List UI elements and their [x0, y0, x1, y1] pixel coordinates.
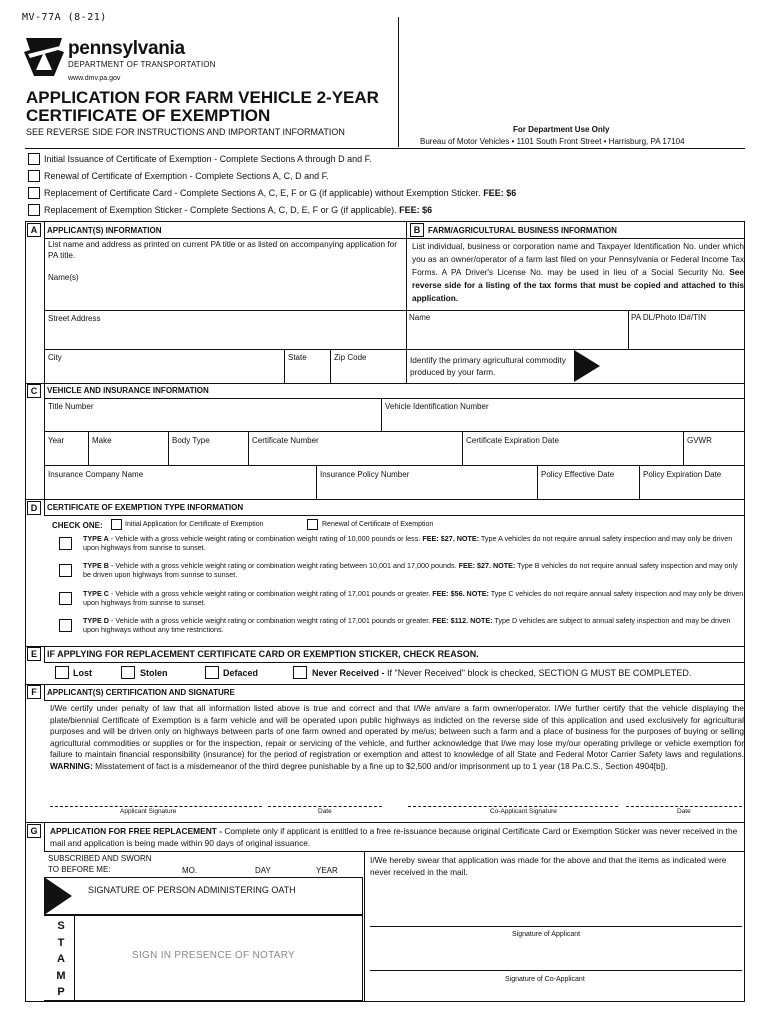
purpose-initial-checkbox[interactable] — [28, 153, 40, 165]
names-label: Name(s) — [48, 273, 79, 282]
swear-text: I/We hereby swear that application was made for the above and that the items as indicated were never received in the mail. — [370, 855, 727, 877]
mo-label: MO. — [182, 866, 198, 875]
brand-url: www.dmv.pa.gov — [68, 75, 121, 82]
check-one-label: CHECK ONE: — [52, 521, 103, 530]
title-line1: APPLICATION FOR FARM VEHICLE 2-YEAR — [26, 88, 379, 107]
applicant-signature-field[interactable] — [50, 806, 262, 807]
policy-number-label: Insurance Policy Number — [320, 470, 410, 479]
sworn-line2: TO BEFORE ME: — [48, 865, 111, 874]
section-a-title: APPLICANT(S) INFORMATION — [47, 226, 162, 235]
section-b-title: FARM/AGRICULTURAL BUSINESS INFORMATION — [428, 226, 617, 235]
ins-company-field[interactable] — [48, 480, 314, 498]
b-dl-field[interactable] — [631, 323, 743, 348]
sig-applicant-label: Signature of Applicant — [512, 931, 581, 938]
co-applicant-signature-field[interactable] — [408, 806, 618, 807]
defaced-label: Defaced — [223, 668, 259, 678]
commodity-label: Identify the primary agricultural commodity produced by your farm. — [410, 355, 566, 377]
sig-applicant-field[interactable] — [370, 926, 742, 927]
section-e-title: IF APPLYING FOR REPLACEMENT CERTIFICATE CARD OR EXEMPTION STICKER, CHECK REASON. — [47, 649, 479, 659]
section-g-letter: G — [27, 824, 41, 838]
section-f-letter: F — [27, 685, 41, 699]
date1-label: Date — [318, 808, 332, 815]
type-c-checkbox[interactable] — [59, 592, 72, 605]
cert-exp-label: Certificate Expiration Date — [466, 436, 559, 445]
applicant-signature-label: Applicant Signature — [120, 808, 177, 815]
street-label: Street Address — [48, 314, 101, 323]
cert-number-field[interactable] — [252, 446, 460, 464]
section-a-letter: A — [27, 223, 41, 237]
type-a-checkbox[interactable] — [59, 537, 72, 550]
section-b-instructions: List individual, business or corporation name and Taxpayer Identification No. under which you as an owner/operator of a farm last filed on your Pennsylvania or Federal Income Tax Forms. A PA Driver's License No. may be used in lieu of a Social Security No. See reverse side for a listing of the tax forms that must be copied and attached to this application. — [412, 241, 744, 303]
b-dl-label: PA DL/Photo ID#/TIN — [631, 313, 706, 322]
arrow-right-icon — [574, 350, 602, 383]
header-rule — [25, 148, 745, 149]
defaced-checkbox[interactable] — [205, 666, 219, 679]
policy-eff-field[interactable] — [541, 480, 637, 498]
section-c-letter: C — [27, 384, 41, 398]
oath-signature-field[interactable] — [160, 896, 360, 912]
sworn-line1: SUBSCRIBED AND SWORN — [48, 854, 152, 863]
cert-exp-field[interactable] — [466, 446, 680, 464]
notary-label: SIGN IN PRESENCE OF NOTARY — [132, 950, 296, 961]
lost-label: Lost — [73, 668, 92, 678]
city-field[interactable] — [48, 362, 282, 382]
make-label: Make — [92, 436, 112, 445]
purpose-replace-card-label: Replacement of Certificate Card - Complete Sections A, C, E, F or G (if applicable) without Exemption Sticker. FEE: $6 — [44, 188, 517, 198]
zip-field[interactable] — [334, 362, 404, 382]
policy-eff-label: Policy Effective Date — [541, 470, 615, 479]
stolen-checkbox[interactable] — [121, 666, 135, 679]
title-sub: SEE REVERSE SIDE FOR INSTRUCTIONS AND IMPORTANT INFORMATION — [26, 127, 345, 137]
state-field[interactable] — [288, 362, 328, 382]
stolen-label: Stolen — [140, 668, 168, 678]
header-divider — [398, 17, 399, 147]
year-label: Year — [48, 436, 65, 445]
title-number-label: Title Number — [48, 402, 94, 411]
title-line2: CERTIFICATE OF EXEMPTION — [26, 106, 271, 125]
stamp-letters: S T A M P — [56, 920, 66, 998]
dept-use-address: Bureau of Motor Vehicles • 1101 South Front Street • Harrisburg, PA 17104 — [420, 137, 685, 146]
sig-co-applicant-label: Signature of Co-Applicant — [505, 976, 585, 983]
gvwr-field[interactable] — [687, 446, 743, 464]
names-field[interactable] — [48, 282, 404, 310]
day-label: DAY — [255, 866, 271, 875]
dept-use-label: For Department Use Only — [513, 125, 610, 134]
keystone-logo — [22, 36, 66, 78]
section-g-title: APPLICATION FOR FREE REPLACEMENT - Complete only if applicant is entitled to a free re-issuance because original Certificate Card or Exemption Sticker was never received in the mail and application is being made within 90 days of original issuance. — [50, 826, 738, 848]
zip-label: Zip Code — [334, 353, 367, 362]
date2-label: Date — [677, 808, 691, 815]
cert-number-label: Certificate Number — [252, 436, 319, 445]
date1-field[interactable] — [268, 806, 382, 807]
type-b-text: TYPE B - Vehicle with a gross vehicle weight rating or combination weight rating between 10,001 and 17,000 pounds. FEE: $27. NOTE: Type B vehicles do not require annual safety inspection and may only be driven upon highways from sunrise to sunset. — [83, 561, 738, 579]
never-received-checkbox[interactable] — [293, 666, 307, 679]
brand-name: pennsylvania — [68, 38, 185, 59]
brand-dept: DEPARTMENT OF TRANSPORTATION — [68, 60, 216, 69]
purpose-renewal-label: Renewal of Certificate of Exemption - Complete Sections A, C, D and F. — [44, 171, 329, 181]
form-id: MV-77A (8-21) — [22, 12, 107, 23]
section-c-title: VEHICLE AND INSURANCE INFORMATION — [47, 386, 209, 395]
section-d-title: CERTIFICATE OF EXEMPTION TYPE INFORMATION — [47, 503, 244, 512]
commodity-field[interactable] — [604, 352, 744, 382]
co-applicant-signature-label: Co-Applicant Signature — [490, 808, 557, 815]
section-b-letter: B — [410, 223, 424, 237]
purpose-initial-label: Initial Issuance of Certificate of Exemption - Complete Sections A through D and F. — [44, 154, 372, 164]
section-d-letter: D — [27, 501, 41, 515]
opt-renewal-label: Renewal of Certificate of Exemption — [322, 521, 434, 528]
policy-exp-field[interactable] — [643, 480, 743, 498]
title-number-field[interactable] — [48, 412, 378, 430]
vin-label: Vehicle Identification Number — [385, 402, 489, 411]
date2-field[interactable] — [626, 806, 742, 807]
type-c-text: TYPE C - Vehicle with a gross vehicle weight rating or combination weight rating of 17,001 pounds or greater. FEE: $56. NOTE: Type C vehicles do not require annual safety inspection and may only be driven upon highways from sunrise to sunset. — [83, 589, 744, 607]
vin-field[interactable] — [385, 412, 743, 430]
oath-label: SIGNATURE OF PERSON ADMINISTERING OATH — [88, 885, 296, 895]
sig-co-applicant-field[interactable] — [370, 970, 742, 971]
opt-renewal-checkbox[interactable] — [307, 519, 318, 530]
certification-text: I/We certify under penalty of law that all information listed above is true and correct and that I/We am/are a farm owner/operator. I/We further certify that the vehicle displaying the plate/biennial Certificate of Exemption is a farm vehicle and will be operated upon public highways as indicted on the reverse side of this application and used exclusively for agricultural purposes and will be driven only on highways between parts of one farm owned and operated by me/us; between such a farm and a place of business for the purposes of buying or selling agricultural commodities or supplies or for the inspection, repair or servicing of the vehicle, and further acknowledge that I/we may lose my/our operating privilege or vehicle exemption for failure to maintain financial responsibility (insurance) for the period of registration or exemption and attest to knowledge of all State and Federal Motor Carrier Safety laws and regulations. WARNING: Misstatement of fact is a misdemeanor of the third degree punishable by a fine up to $2,500 and/or imprisonment up to 1 year (18 Pa.C.S., Section 4904[b]). — [50, 703, 744, 771]
purpose-replace-sticker-checkbox[interactable] — [28, 204, 40, 216]
type-d-text: TYPE D - Vehicle with a gross vehicle weight rating or combination weight rating of 17,001 pounds or greater. FEE: $112. NOTE: Type D vehicles are subject to annual safety inspection and may be driven upon highways without any time restrictions. — [83, 616, 731, 634]
policy-number-field[interactable] — [320, 480, 534, 498]
type-a-text: TYPE A - Vehicle with a gross vehicle weight rating or combination weight rating of 10,000 pounds or less. FEE: $27. NOTE: Type A vehicles do not require annual safety inspection and may only be driven upon highways from sunrise to sunset. — [83, 534, 733, 552]
section-e-letter: E — [27, 647, 41, 661]
gvwr-label: GVWR — [687, 436, 712, 445]
type-d-checkbox[interactable] — [59, 619, 72, 632]
body-type-label: Body Type — [172, 436, 210, 445]
arrow-right-icon — [44, 877, 74, 915]
ins-company-label: Insurance Company Name — [48, 470, 144, 479]
year-label-g: YEAR — [316, 866, 338, 875]
street-field[interactable] — [48, 324, 404, 348]
opt-initial-checkbox[interactable] — [111, 519, 122, 530]
type-b-checkbox[interactable] — [59, 564, 72, 577]
make-field[interactable] — [92, 446, 166, 464]
opt-initial-label: Initial Application for Certificate of Exemption — [125, 521, 264, 528]
year-field[interactable] — [48, 446, 86, 464]
b-name-field[interactable] — [409, 323, 627, 348]
lost-checkbox[interactable] — [55, 666, 69, 679]
purpose-replace-sticker-label: Replacement of Exemption Sticker - Complete Sections A, C, D, E, F or G (if applicable). FEE: $6 — [44, 205, 433, 215]
never-received-label: Never Received - If "Never Received" block is checked, SECTION G MUST BE COMPLETED. — [312, 668, 692, 678]
section-a-instructions: List name and address as printed on current PA title or as listed on accompanying application for PA title. — [48, 240, 397, 260]
state-label: State — [288, 353, 307, 362]
body-type-field[interactable] — [172, 446, 246, 464]
purpose-renewal-checkbox[interactable] — [28, 170, 40, 182]
b-name-label: Name — [409, 313, 431, 322]
purpose-replace-card-checkbox[interactable] — [28, 187, 40, 199]
section-f-title: APPLICANT(S) CERTIFICATION AND SIGNATURE — [47, 688, 235, 697]
policy-exp-label: Policy Expiration Date — [643, 470, 722, 479]
city-label: City — [48, 353, 62, 362]
